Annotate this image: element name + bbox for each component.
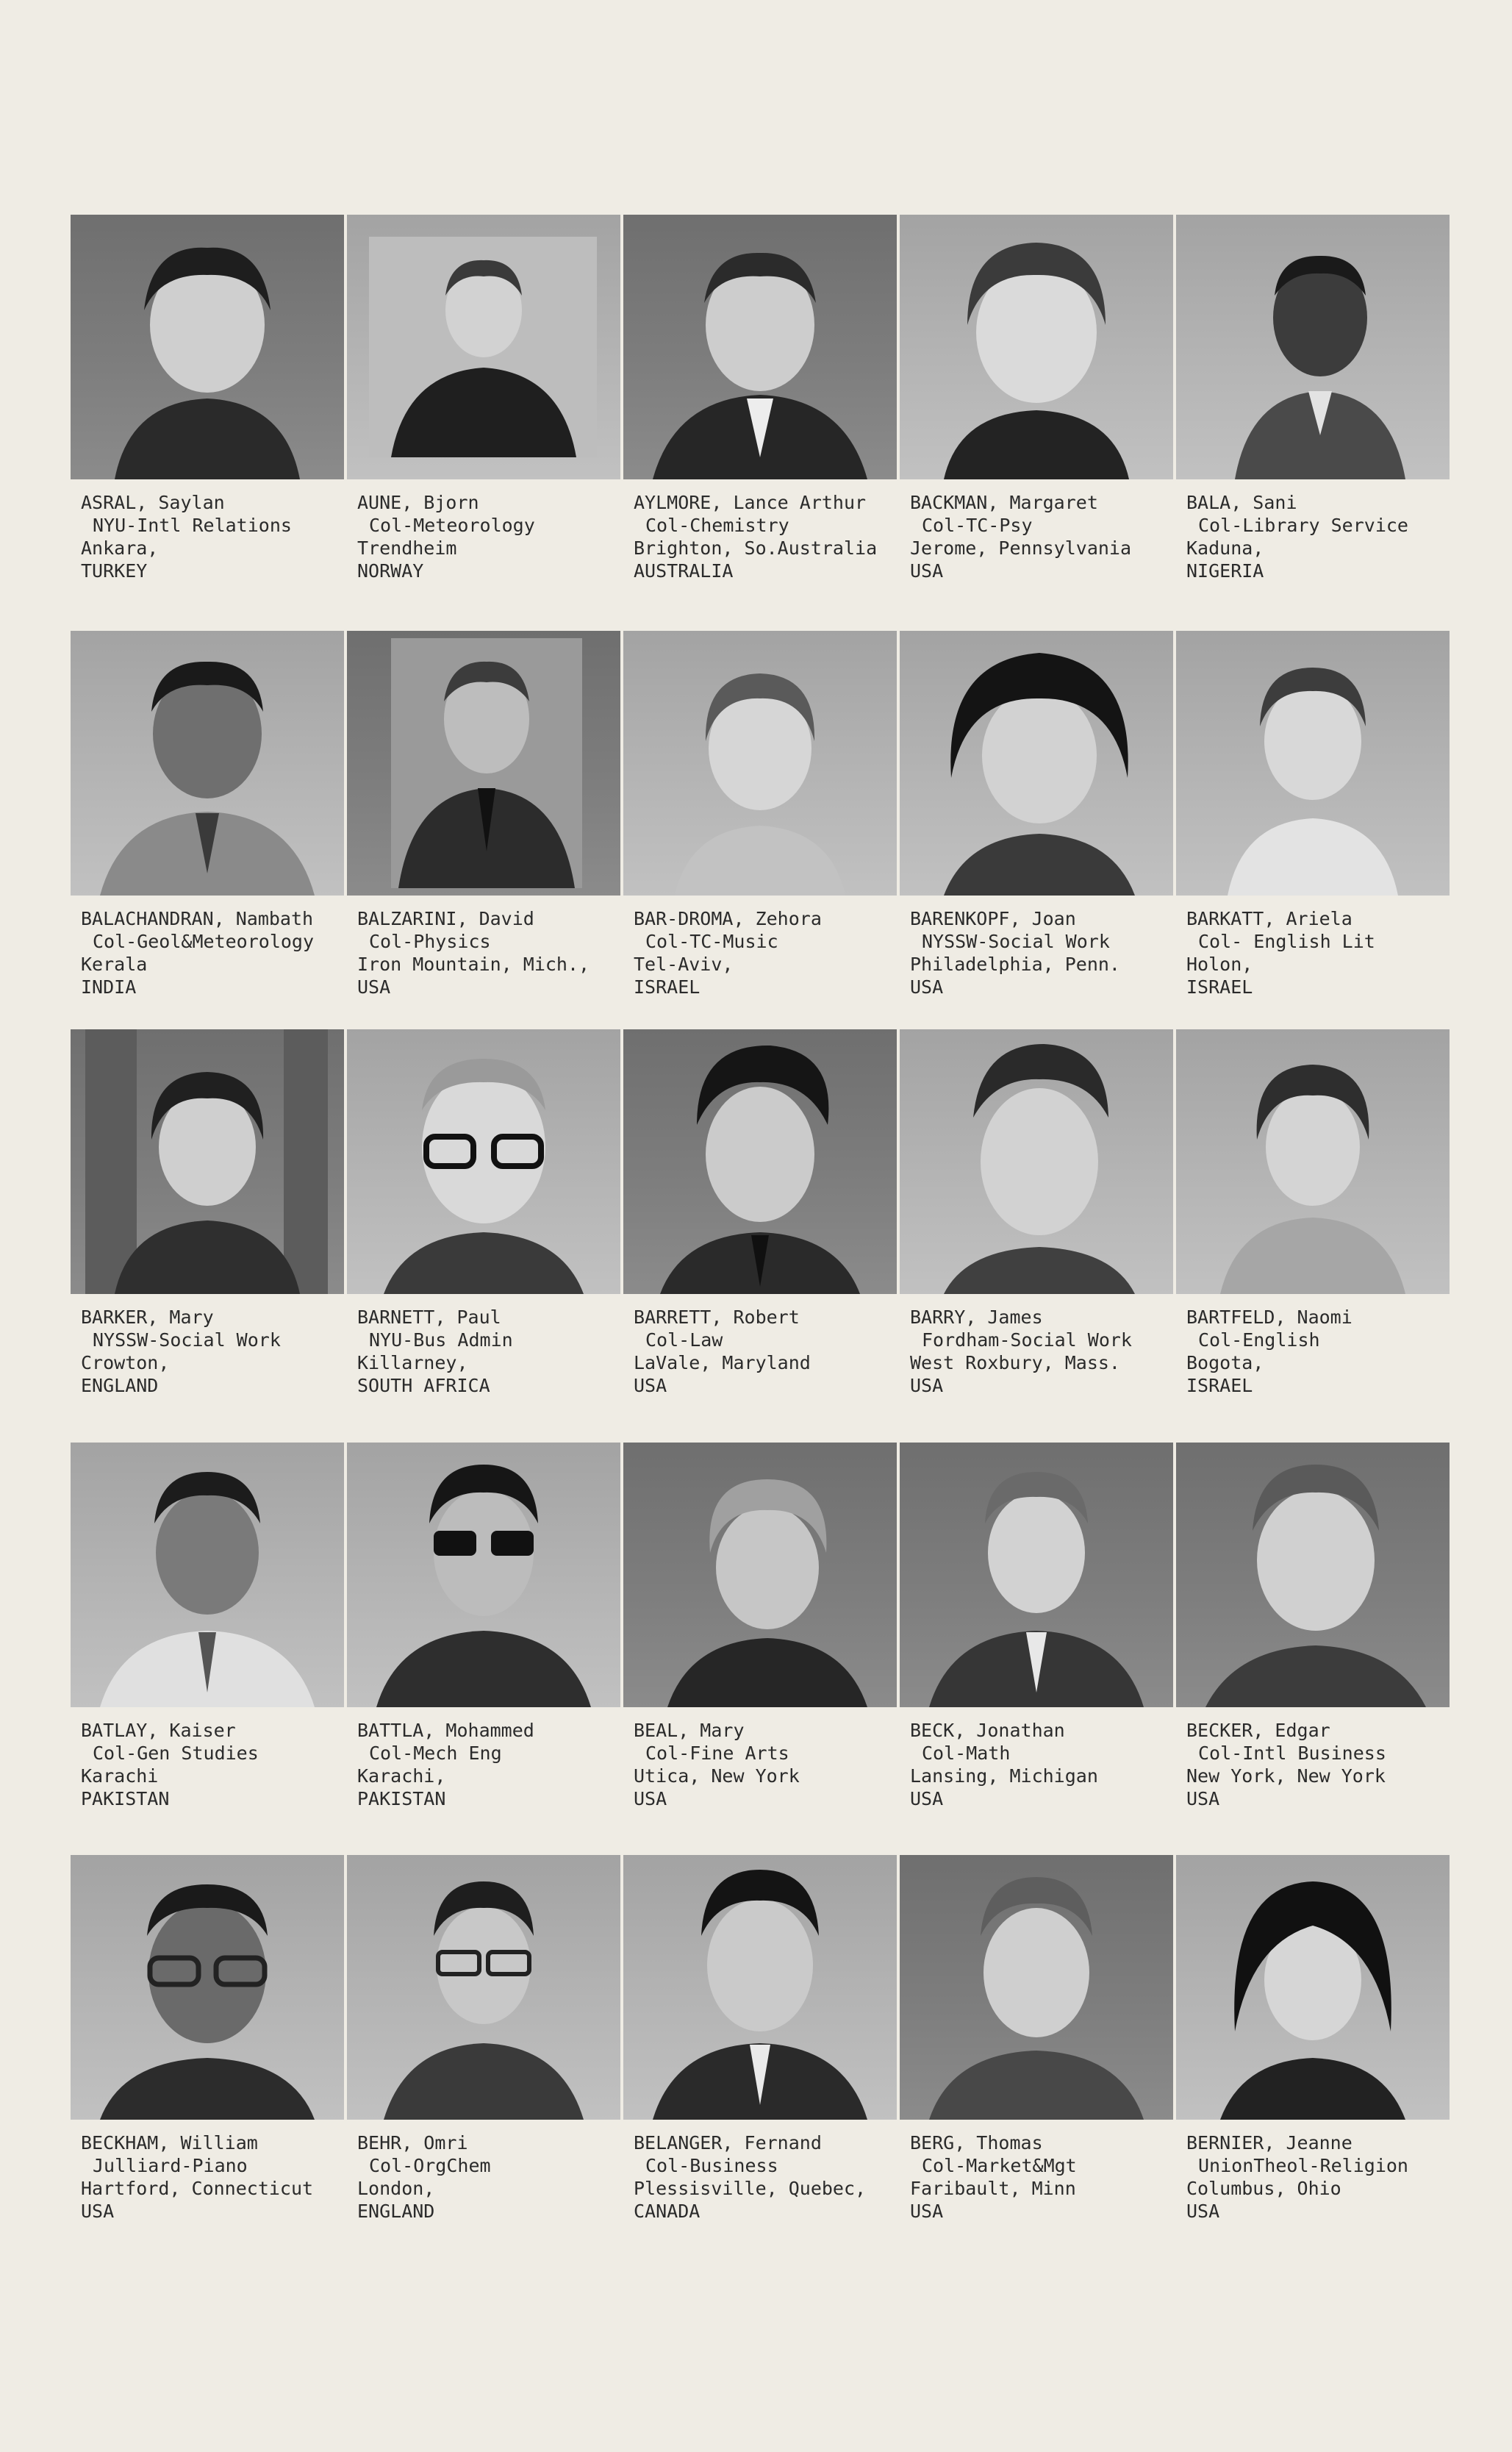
- student-program: Col-English: [1198, 1329, 1320, 1351]
- portrait-photo: [1176, 631, 1450, 896]
- student-entry: [347, 1443, 623, 1810]
- portrait-photo: [347, 1443, 620, 1707]
- student-country: ISRAEL: [634, 976, 701, 998]
- student-name: BELANGER, Fernand: [634, 2132, 822, 2153]
- portrait-figure: [623, 631, 897, 896]
- portrait-figure: [71, 1855, 344, 2120]
- student-caption: [900, 2131, 1176, 2223]
- student-country: USA: [910, 560, 944, 582]
- portrait-photo: [71, 631, 344, 896]
- student-name: AYLMORE, Lance Arthur: [634, 492, 867, 513]
- student-city: Iron Mountain, Mich.,: [357, 954, 590, 975]
- student-program: Col-Fine Arts: [645, 1743, 789, 1764]
- student-name: BARKATT, Ariela: [1186, 908, 1352, 929]
- student-country: ENGLAND: [81, 1375, 159, 1396]
- student-name: BALACHANDRAN, Nambath: [81, 908, 314, 929]
- student-caption: [71, 907, 347, 998]
- portrait-photo: [347, 1029, 620, 1294]
- student-program: NYSSW-Social Work: [922, 931, 1110, 952]
- student-caption: [1176, 1306, 1452, 1397]
- student-country: ISRAEL: [1186, 1375, 1253, 1396]
- student-city: Kaduna,: [1186, 537, 1264, 559]
- student-program: Col-Meteorology: [369, 515, 535, 536]
- student-city: Tel-Aviv,: [634, 954, 734, 975]
- student-program: Col-OrgChem: [369, 2155, 491, 2176]
- portrait-figure: [347, 215, 620, 479]
- student-entry: [347, 1029, 623, 1397]
- student-country: ENGLAND: [357, 2201, 435, 2222]
- portrait-photo: [900, 1855, 1173, 2120]
- portrait-figure: [1176, 631, 1450, 896]
- student-program: NYU-Intl Relations: [93, 515, 292, 536]
- student-city: Lansing, Michigan: [910, 1765, 1098, 1787]
- student-caption: [623, 1719, 900, 1810]
- portrait-figure: [71, 1029, 344, 1294]
- student-name: BECKHAM, William: [81, 2132, 258, 2153]
- student-entry: [1176, 1443, 1452, 1810]
- student-entry: [71, 1443, 347, 1810]
- student-name: BARTFELD, Naomi: [1186, 1307, 1352, 1328]
- portrait-photo: [71, 215, 344, 479]
- student-city: West Roxbury, Mass.: [910, 1352, 1120, 1373]
- portrait-photo: [71, 1855, 344, 2120]
- student-name: BEAL, Mary: [634, 1720, 745, 1741]
- student-entry: [71, 631, 347, 998]
- portrait-photo: [71, 1443, 344, 1707]
- portrait-photo: [1176, 1855, 1450, 2120]
- portrait-figure: [347, 1029, 620, 1294]
- student-program: Col-Math: [922, 1743, 1011, 1764]
- student-country: TURKEY: [81, 560, 148, 582]
- portrait-figure: [347, 1443, 620, 1707]
- student-caption: [347, 2131, 623, 2223]
- student-entry: [623, 631, 900, 998]
- portrait-photo: [1176, 215, 1450, 479]
- student-name: AUNE, Bjorn: [357, 492, 479, 513]
- student-program: Col-Geol&Meteorology: [93, 931, 315, 952]
- portrait-photo: [900, 215, 1173, 479]
- student-name: BECK, Jonathan: [910, 1720, 1065, 1741]
- student-name: BARNETT, Paul: [357, 1307, 501, 1328]
- student-caption: [1176, 907, 1452, 998]
- student-city: Brighton, So.Australia: [634, 537, 878, 559]
- student-name: BERNIER, Jeanne: [1186, 2132, 1352, 2153]
- portrait-figure: [347, 631, 620, 896]
- portrait-photo: [900, 1443, 1173, 1707]
- student-caption: [347, 491, 623, 582]
- student-caption: [71, 1306, 347, 1397]
- student-country: NIGERIA: [1186, 560, 1264, 582]
- student-program: Col-Mech Eng: [369, 1743, 502, 1764]
- student-entry: [900, 1855, 1176, 2223]
- student-country: CANADA: [634, 2201, 701, 2222]
- student-caption: [347, 1306, 623, 1397]
- student-caption: [347, 907, 623, 998]
- student-country: USA: [910, 1375, 944, 1396]
- student-entry: [347, 1855, 623, 2223]
- student-caption: [1176, 1719, 1452, 1810]
- portrait-figure: [623, 1443, 897, 1707]
- student-city: Ankara,: [81, 537, 159, 559]
- portrait-photo: [347, 215, 620, 479]
- student-name: BALZARINI, David: [357, 908, 534, 929]
- student-country: ISRAEL: [1186, 976, 1253, 998]
- student-entry: [623, 1443, 900, 1810]
- student-entry: [1176, 631, 1452, 998]
- portrait-photo: [623, 1029, 897, 1294]
- student-program: Col-TC-Music: [645, 931, 778, 952]
- portrait-figure: [900, 1029, 1173, 1294]
- student-city: Killarney,: [357, 1352, 468, 1373]
- student-name: BAR-DROMA, Zehora: [634, 908, 822, 929]
- student-country: USA: [634, 1375, 667, 1396]
- portrait-figure: [900, 1443, 1173, 1707]
- portrait-figure: [71, 631, 344, 896]
- student-country: PAKISTAN: [81, 1788, 170, 1809]
- student-name: BARENKOPF, Joan: [910, 908, 1076, 929]
- student-country: USA: [357, 976, 391, 998]
- student-program: NYSSW-Social Work: [93, 1329, 281, 1351]
- student-country: USA: [81, 2201, 115, 2222]
- student-country: PAKISTAN: [357, 1788, 446, 1809]
- student-city: Bogota,: [1186, 1352, 1264, 1373]
- student-name: BALA, Sani: [1186, 492, 1297, 513]
- student-country: USA: [1186, 2201, 1220, 2222]
- student-program: UnionTheol-Religion: [1198, 2155, 1408, 2176]
- portrait-figure: [71, 215, 344, 479]
- student-program: Col-Chemistry: [645, 515, 789, 536]
- student-caption: [623, 1306, 900, 1397]
- student-caption: [71, 2131, 347, 2223]
- student-city: New York, New York: [1186, 1765, 1386, 1787]
- student-city: Holon,: [1186, 954, 1253, 975]
- student-country: USA: [910, 976, 944, 998]
- student-name: BACKMAN, Margaret: [910, 492, 1098, 513]
- student-entry: [71, 1029, 347, 1397]
- student-program: Col-Market&Mgt: [922, 2155, 1077, 2176]
- student-entry: [623, 1029, 900, 1397]
- portrait-photo: [623, 631, 897, 896]
- student-program: Col- English Lit: [1198, 931, 1375, 952]
- portrait-photo: [900, 1029, 1173, 1294]
- student-city: Philadelphia, Penn.: [910, 954, 1120, 975]
- student-country: INDIA: [81, 976, 137, 998]
- student-country: USA: [910, 1788, 944, 1809]
- student-caption: [347, 1719, 623, 1810]
- student-name: ASRAL, Saylan: [81, 492, 225, 513]
- student-program: Fordham-Social Work: [922, 1329, 1132, 1351]
- student-program: Col-TC-Psy: [922, 515, 1033, 536]
- student-name: BATLAY, Kaiser: [81, 1720, 236, 1741]
- student-city: Jerome, Pennsylvania: [910, 537, 1132, 559]
- student-name: BEHR, Omri: [357, 2132, 468, 2153]
- student-name: BATTLA, Mohammed: [357, 1720, 534, 1741]
- student-city: Crowton,: [81, 1352, 170, 1373]
- student-city: Trendheim: [357, 537, 457, 559]
- portrait-photo: [71, 1029, 344, 1294]
- student-city: Utica, New York: [634, 1765, 800, 1787]
- student-country: USA: [910, 2201, 944, 2222]
- student-program: Col-Gen Studies: [93, 1743, 259, 1764]
- student-city: Kerala: [81, 954, 148, 975]
- student-city: Faribault, Minn: [910, 2178, 1076, 2199]
- student-entry: [623, 215, 900, 582]
- portrait-photo: [1176, 1029, 1450, 1294]
- portrait-photo: [347, 631, 620, 896]
- portrait-figure: [1176, 1443, 1450, 1707]
- student-caption: [900, 1306, 1176, 1397]
- student-entry: [347, 631, 623, 998]
- student-entry: [900, 1443, 1176, 1810]
- portrait-photo: [1176, 1443, 1450, 1707]
- student-entry: [71, 1855, 347, 2223]
- student-program: Col-Law: [645, 1329, 723, 1351]
- student-entry: [1176, 1855, 1452, 2223]
- student-country: SOUTH AFRICA: [357, 1375, 490, 1396]
- portrait-figure: [1176, 1855, 1450, 2120]
- student-city: Karachi: [81, 1765, 159, 1787]
- student-country: NORWAY: [357, 560, 424, 582]
- student-name: BARKER, Mary: [81, 1307, 214, 1328]
- student-entry: [1176, 215, 1452, 582]
- portrait-figure: [623, 215, 897, 479]
- portrait-figure: [900, 631, 1173, 896]
- portrait-photo: [347, 1855, 620, 2120]
- student-country: USA: [634, 1788, 667, 1809]
- student-program: Col-Library Service: [1198, 515, 1408, 536]
- student-city: Hartford, Connecticut: [81, 2178, 314, 2199]
- student-entry: [1176, 1029, 1452, 1397]
- student-program: NYU-Bus Admin: [369, 1329, 513, 1351]
- student-country: AUSTRALIA: [634, 560, 734, 582]
- portrait-photo: [623, 1443, 897, 1707]
- student-city: London,: [357, 2178, 435, 2199]
- portrait-figure: [900, 215, 1173, 479]
- portrait-photo: [623, 215, 897, 479]
- student-name: BARRY, James: [910, 1307, 1043, 1328]
- student-entry: [347, 215, 623, 582]
- student-entry: [900, 631, 1176, 998]
- student-country: USA: [1186, 1788, 1220, 1809]
- student-caption: [900, 907, 1176, 998]
- student-caption: [71, 1719, 347, 1810]
- portrait-photo: [900, 631, 1173, 896]
- student-entry: [900, 215, 1176, 582]
- student-caption: [623, 907, 900, 998]
- student-city: LaVale, Maryland: [634, 1352, 811, 1373]
- student-caption: [900, 1719, 1176, 1810]
- student-caption: [1176, 2131, 1452, 2223]
- portrait-figure: [347, 1855, 620, 2120]
- student-name: BERG, Thomas: [910, 2132, 1043, 2153]
- student-program: Col-Intl Business: [1198, 1743, 1386, 1764]
- student-city: Karachi,: [357, 1765, 446, 1787]
- portrait-figure: [71, 1443, 344, 1707]
- student-caption: [71, 491, 347, 582]
- portrait-figure: [1176, 1029, 1450, 1294]
- student-caption: [623, 2131, 900, 2223]
- portrait-photo: [623, 1855, 897, 2120]
- student-program: Col-Physics: [369, 931, 491, 952]
- student-program: Julliard-Piano: [93, 2155, 248, 2176]
- portrait-figure: [623, 1029, 897, 1294]
- student-entry: [623, 1855, 900, 2223]
- student-city: Plessisville, Quebec,: [634, 2178, 867, 2199]
- student-entry: [71, 215, 347, 582]
- student-caption: [900, 491, 1176, 582]
- student-caption: [1176, 491, 1452, 582]
- portrait-figure: [623, 1855, 897, 2120]
- student-name: BARRETT, Robert: [634, 1307, 800, 1328]
- portrait-figure: [1176, 215, 1450, 479]
- student-program: Col-Business: [645, 2155, 778, 2176]
- student-city: Columbus, Ohio: [1186, 2178, 1341, 2199]
- student-caption: [623, 491, 900, 582]
- student-entry: [900, 1029, 1176, 1397]
- student-name: BECKER, Edgar: [1186, 1720, 1330, 1741]
- portrait-figure: [900, 1855, 1173, 2120]
